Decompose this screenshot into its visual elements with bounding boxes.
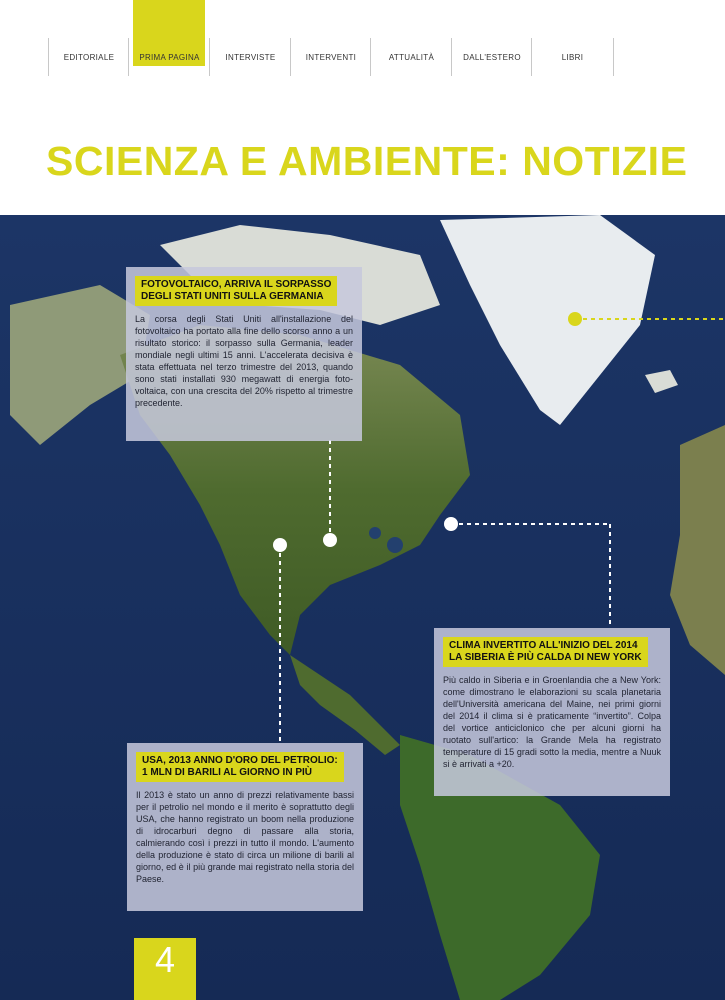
- article-body: Più caldo in Siberia e in Groenlandia che a New York: come dimostrano le elaborazioni su scala planetaria dell'Università americana del Maine, nei primi giorni del 2014 il clima si è praticamente “invertito”. Colpa del vortice anticiclonico che per alcuni giorni ha ruotato sull'artico: la Grande Mela ha registrato temperature di 15 gradi sotto la media, mentre a Nuuk si è arrivati a +20.: [443, 675, 661, 769]
- article-headline-line1: FOTOVOLTAICO, ARRIVA IL SORPASSO: [141, 279, 332, 290]
- article-headline-line2: DEGLI STATI UNITI SULLA GERMANIA: [141, 291, 324, 302]
- article-fotovoltaico: [126, 267, 362, 441]
- nav-item-dall-estero[interactable]: DALL'ESTERO: [451, 38, 532, 76]
- marker-dot-west-usa: [273, 538, 287, 552]
- article-body: Il 2013 è stato un anno di prezzi relativamente bassi per il petrolio nel mondo e il merito è soprattutto degli USA, che hanno registrato un boom nella produzione di idrocarburi degno di passare alla storia, calmierando così i prezzi in tutto il mondo. L'aumento della produzione è stato di circa un milione di barili al giorno, ed è il più grande mai registrato nella storia del Paese.: [136, 790, 354, 884]
- nav-item-interviste[interactable]: INTERVISTE: [209, 38, 291, 76]
- article-headline: [136, 752, 344, 782]
- article-headline-line1: USA, 2013 ANNO D'ORO DEL PETROLIO:: [142, 755, 338, 766]
- marker-dot-greenland: [568, 312, 582, 326]
- marker-dot-usa: [323, 533, 337, 547]
- article-petrolio: [127, 743, 363, 911]
- nav-item-attualita[interactable]: ATTUALITÀ: [370, 38, 452, 76]
- article-headline-line2: LA SIBERIA È PIÙ CALDA DI NEW YORK: [449, 652, 642, 663]
- article-headline: [443, 637, 648, 667]
- article-clima: [434, 628, 670, 796]
- page-number: 4: [154, 939, 176, 980]
- article-body: La corsa degli Stati Uniti all'installazione del fotovoltaico ha portato alla fine dello scorso anno a un risultato storico: il sorpasso sulla Germania, leader mondiale negli ultimi 15 anni. L'accelerata decisiva è stata effettuata nel terzo trimestre del 2013, quando sono stati installati 930 megawatt di energia foto-voltaica, con una crescita del 20% rispetto al trimestre precedente.: [135, 314, 353, 408]
- nav-item-prima-pagina[interactable]: PRIMA PAGINA: [128, 38, 210, 76]
- marker-dot-new-york: [444, 517, 458, 531]
- article-headline-line1: CLIMA INVERTITO ALL'INIZIO DEL 2014: [449, 640, 638, 651]
- nav-item-libri[interactable]: LIBRI: [531, 38, 614, 76]
- article-headline-line2: 1 MLN DI BARILI AL GIORNO IN PIÙ: [142, 767, 313, 778]
- page-title: SCIENZA E AMBIENTE: NOTIZIE: [46, 138, 688, 184]
- nav-item-interventi[interactable]: INTERVENTI: [290, 38, 371, 76]
- article-headline: [135, 276, 337, 306]
- nav-item-editoriale[interactable]: EDITORIALE: [48, 38, 129, 76]
